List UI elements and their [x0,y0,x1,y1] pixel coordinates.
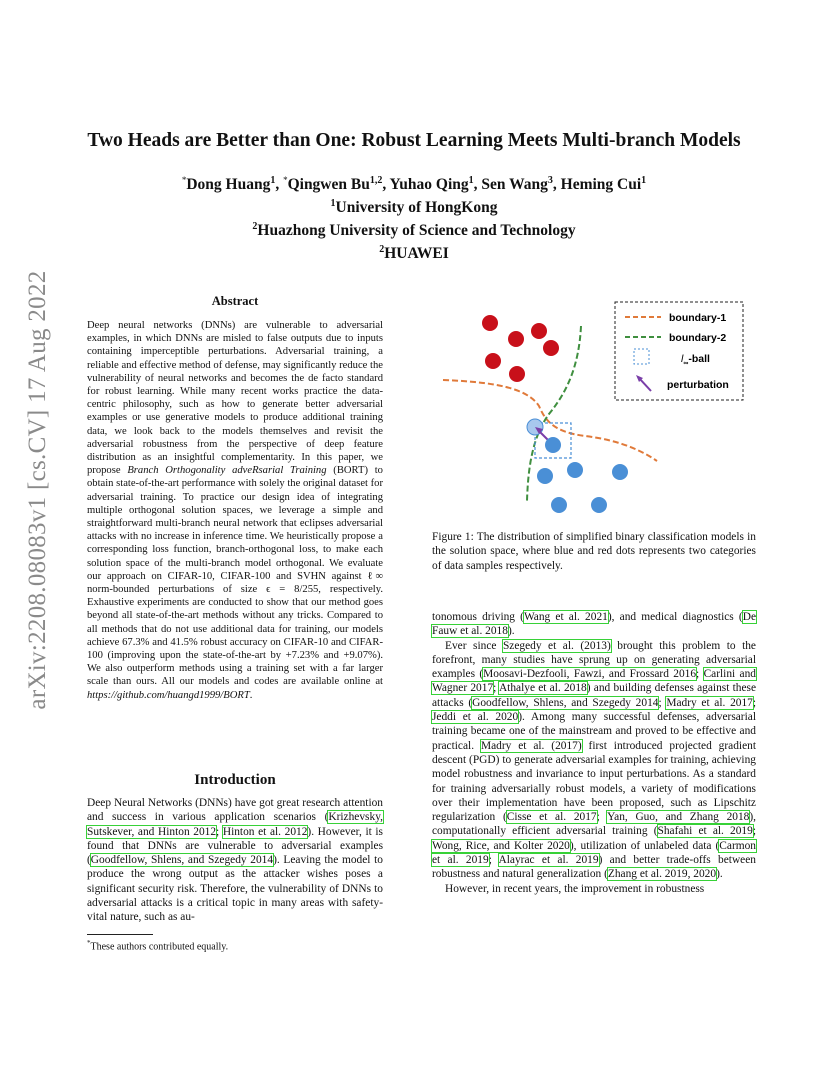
red-dot [485,353,501,369]
intro-paragraph: Deep Neural Networks (DNNs) have got great research attention and success in various application scenarios (Krizhevsky, Sutskever, and Hinton 2012; Hinton et al. 2012). However, it is found that DNNs are vulnerable to adversarial examples (Goodfellow, Shlens, and Szegedy 2014). Leaving the model to produce the wrong output as the attacker wishes poses a significant security risk. Therefore, the vulnerability of DNNs to adversarial attacks is a critical topic in many areas with safety-vital nature, such as au- [87,797,383,924]
blue-dot [545,437,561,453]
blue-dot [567,462,583,478]
right-column-body [432,610,756,896]
blue-dot [612,464,628,480]
blue-dot [537,468,553,484]
citation-link[interactable]: Madry et al. 2017 [666,696,753,709]
affiliation: $^2$Huazhong University of Science and Technology [252,221,576,240]
blue-dot [591,497,607,513]
abstract-heading: Abstract [211,294,259,308]
arxiv-stamp [18,270,58,710]
code-url[interactable]: https://github.com/huangd1999/BORT [87,689,250,701]
legend-ball-icon [634,349,649,364]
citation-link[interactable]: Goodfellow, Shlens, and Szegedy 2014 [472,696,659,709]
abstract-body: Deep neural networks (DNNs) are vulnerable to adversarial examples, in which DNNs are misled to false outputs due to inputs containing imperceptible perturbations. Adversarial training, a reliable and effective method of defense, may significantly reduce the vulnerability of neural networks and becomes the de facto standard for robust learning. While many recent works practice the data-centric philosophy, such as how to generate better adversarial examples or use generative models to produce additional training data, we look back to the models themselves and revisit the adversarial robustness from the perspective of deep feature distribution as an insightful complementarity. In this paper, we propose Branch Orthogonality adveRsarial Training (BORT) to obtain state-of-the-art performance with solely the original dataset for adversarial training. To practice our design idea of integrating multiple orthogonal solution spaces, we leverage a simple and straightforward multi-branch neural network that eclipses adversarial attacks with no increase in inference time. We heuristically propose a corresponding loss function, branch-orthogonal loss, to make each solution space of the multi-branch model orthogonal. We evaluate our approach on CIFAR-10, CIFAR-100 and SVHN against ℓ∞ norm-bounded perturbations of size ϵ = 8/255, respectively. Exhaustive experiments are conducted to show that our method goes beyond all state-of-the-art methods without any tricks. Compared to all methods that do not use additional data for training, our models achieve 67.3% and 41.5% robust accuracy on CIFAR-10 and CIFAR-100 (improving upon the state-of-the-art by +7.23% and +9.07%). We also outperform methods using a training set with a far larger scale than ours. All our models and codes are available online at https://github.com/huangd1999/BORT. [87,320,383,701]
red-dot [509,366,525,382]
citation-link[interactable]: Zhang et al. 2019, 2020 [607,868,717,881]
section-heading: Introduction [194,772,276,788]
citation-link[interactable]: Wang et al. 2021 [523,611,608,623]
paragraph: Ever since Szegedy et al. (2013) brought this problem to the forefront, many studies have sprung up on generating adversarial examples (Moosavi-Dezfooli, Fawzi, and Frossard 2016; Carlini and Wagner 2017; Athalye et al. 2018) and building defenses against these attacks (Goodfellow, Shlens, and Szegedy 2014; Madry et al. 2017; Jeddi et al. 2020). Among many successful defenses, adversarial training became one of the mainstream and proved to be effective and practical. Madry et al. (2017) first introduced projected gradient descent (PGD) to generate adversarial examples for training, achieving model robustness and invariance to input perturbations. As a standard for training adversarially robust models, a variety of modifications over their implementation have been proposed, such as Lipschitz regularization (Cisse et al. 2017; Yan, Guo, and Zhang 2018), computationally efficient adversarial training (Shafahi et al. 2019; Wong, Rice, and Kolter 2020), utilization of unlabeled data (Carmon et al. 2019; Alayrac et al. 2019) and better trade-offs between robustness and natural generalization (Zhang et al. 2019, 2020). [432,639,757,881]
citation-link[interactable]: Goodfellow, Shlens, and Szegedy 2014 [90,854,274,867]
citation-link[interactable]: Cisse et al. 2017 [506,811,597,824]
citation-link[interactable]: Madry et al. (2017) [480,739,582,752]
red-dot [531,323,547,339]
legend-ball-label: $l_\infty$-ball [681,353,710,367]
citation-link[interactable]: Carmon et al. 2019 [432,839,756,867]
paragraph: tonomous driving (Wang et al. 2021), and medical diagnostics (De Fauw et al. 2018). [432,611,757,638]
author-name: Dong Huang [186,176,271,194]
citation-link[interactable]: Shafahi et al. 2019 [657,825,753,838]
legend-boundary2-label: boundary-2 [669,332,727,344]
author-name: Sen Wang [481,176,548,194]
paragraph: However, in recent years, the improvement in robustness [445,882,705,895]
author-block [60,171,768,264]
citation-link[interactable]: Krizhevsky, Sutskever, and Hinton 2012 [87,811,383,838]
affiliation: $^1$University of HongKong [330,198,498,217]
citation-link[interactable]: Carlini and Wagner 2017 [432,668,756,695]
affiliation: $^2$HUAWEI [379,244,449,263]
figure-1 [435,296,755,516]
author-name: Heming Cui [560,176,642,194]
citation-link[interactable]: Yan, Guo, and Zhang 2018 [607,811,750,824]
red-dot [482,315,498,331]
author-name: Qingwen Bu [287,176,370,194]
citation-link[interactable]: Szegedy et al. (2013) [502,639,611,652]
arxiv-stamp-text: arXiv:2208.08083v1 [cs.CV] 17 Aug 2022 [24,270,51,710]
author-names: *Dong Huang$^1$, *Qingwen Bu$^{1,2}$, Yuhao Qing$^1$, Sen Wang$^3$, Heming Cui$^1$ [181,175,647,194]
paper-title: Two Heads are Better than One: Robust Learning Meets Multi-branch Models [87,130,741,151]
citation-link[interactable]: Wong, Rice, and Kolter 2020 [432,839,570,852]
citation-link[interactable]: Athalye et al. 2018 [498,682,587,695]
footnote: *These authors contributed equally. [87,939,229,953]
author-name: Yuhao Qing [389,176,469,194]
citation-link[interactable]: Jeddi et al. 2020 [432,711,519,724]
blue-dot [551,497,567,513]
red-dot [543,340,559,356]
figure-caption: Figure 1: The distribution of simplified binary classification models in the solution space, where blue and red dots represents two categories of data samples respectively. [432,531,756,572]
citation-link[interactable]: De Fauw et al. 2018 [432,611,757,638]
citation-link[interactable]: Hinton et al. 2012 [222,825,308,838]
legend-boundary1-label: boundary-1 [669,312,727,324]
legend-perturbation-label: perturbation [667,379,729,391]
red-dot [508,331,524,347]
footnote-rule [87,934,153,935]
citation-link[interactable]: Moosavi-Dezfooli, Fawzi, and Frossard 2016 [483,668,697,681]
citation-link[interactable]: Alayrac et al. 2019 [498,854,599,867]
